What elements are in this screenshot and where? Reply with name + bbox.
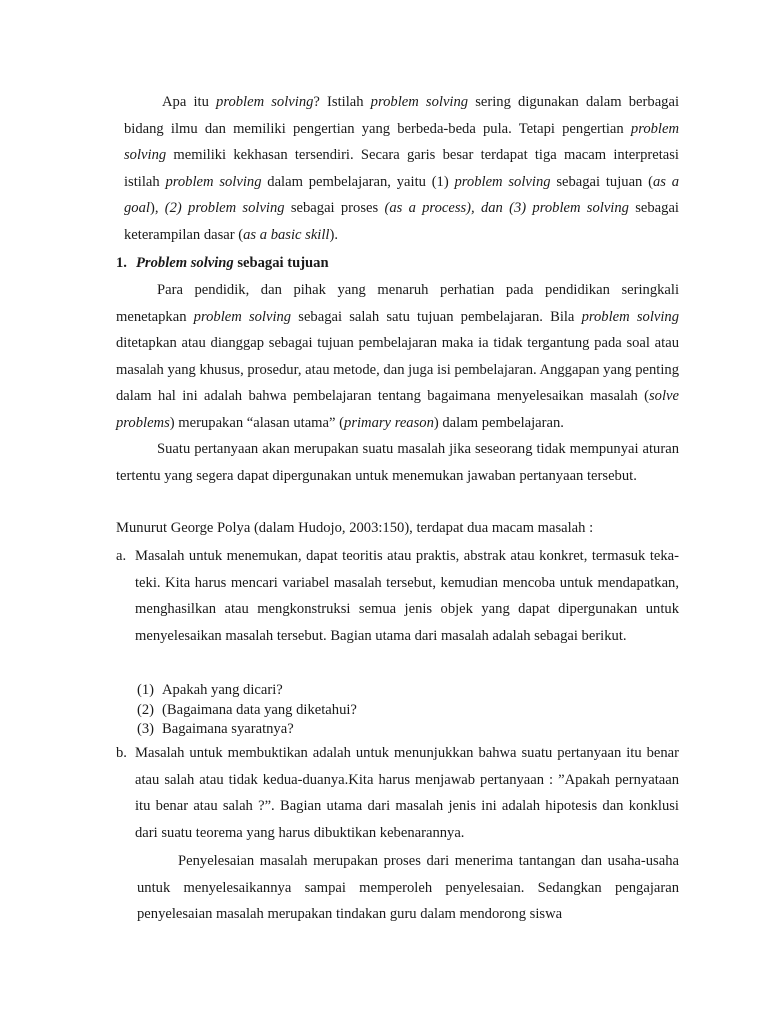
section-heading — [116, 253, 329, 273]
text-run: Penyelesaian masalah merupakan proses dari menerima tantangan dan usaha-usaha untuk menyelesaikannya sampai memperoleh penyelesaian. Sedangkan pengajaran penyelesaian masalah merupakan tindakan guru dalam mendorong siswa — [137, 853, 679, 923]
sub-item-text: (Bagaimana data yang diketahui? — [162, 701, 357, 718]
text-run: ) dalam pembelajaran. — [433, 414, 564, 431]
section-heading-italic: Problem solving — [136, 255, 234, 271]
italic-term: problem solving — [581, 308, 680, 325]
italic-term: problem solving — [454, 173, 551, 190]
sub-item-number: (2) — [137, 701, 155, 718]
italic-term: problem solving — [124, 120, 679, 164]
text-run: Masalah untuk membuktikan adalah untuk menunjukkan bahwa suatu pertanyaan itu benar atau salah atau tidak kedua-duanya.Kita harus menjawab pertanyaan : ”Apakah pernyataan itu benar atau salah ?”. Bagian utama dari masalah jenis ini adalah hipotesis dan konklusi dari suatu teorema yang harus dibuktikan kebenarannya. — [135, 745, 679, 841]
italic-term: problem solving — [165, 173, 262, 190]
sub-item-number: (3) — [137, 721, 155, 737]
text-run: sebagai tujuan ( — [550, 173, 653, 190]
italic-term: problem solving — [216, 94, 314, 110]
text-run: sebagai keterampilan dasar ( — [124, 200, 679, 243]
list-item-b — [116, 740, 679, 846]
italic-term: primary reason — [344, 414, 434, 431]
text-run: Munurut George Polya (dalam Hudojo, 2003:150), terdapat dua macam masalah : — [116, 520, 594, 536]
section-heading-rest: sebagai tujuan — [233, 255, 329, 271]
polya-intro-paragraph — [116, 515, 679, 542]
text-run: ) merupakan “alasan utama” ( — [169, 414, 345, 431]
italic-term: as a basic skill — [243, 226, 330, 243]
goal-paragraph — [116, 277, 679, 437]
list-item-a-text — [135, 543, 679, 649]
list-item-b-text — [135, 740, 679, 846]
sub-item — [137, 701, 677, 721]
sub-item — [137, 720, 677, 740]
problem-solving-teaching-paragraph — [137, 848, 679, 928]
text-run: memiliki kekhasan tersendiri. Secara garis besar terdapat tiga macam interpretasi istilah — [124, 147, 679, 190]
text-run: ? Istilah — [313, 94, 371, 110]
italic-term: solve problems — [116, 388, 679, 431]
text-run: Para pendidik, dan pihak yang menaruh perhatian pada pendidikan seringkali menetapkan — [116, 282, 679, 325]
italic-term: (as a process), dan (3) problem solving — [384, 200, 629, 217]
list-marker-a: a. — [116, 548, 127, 564]
text-run: sebagai salah satu tujuan pembelajaran. Bila — [291, 308, 582, 325]
sub-item-list — [137, 681, 677, 740]
text-run: sebagai proses — [284, 200, 385, 217]
intro-paragraph — [124, 89, 679, 249]
list-item-a — [116, 543, 679, 649]
sub-item-text: Bagaimana syaratnya? — [162, 721, 294, 737]
sub-item — [137, 681, 677, 701]
italic-term: problem solving — [193, 308, 292, 325]
problem-definition-paragraph — [116, 436, 679, 489]
section-number: 1. — [116, 255, 127, 271]
text-run: Masalah untuk menemukan, dapat teoritis atau praktis, abstrak atau konkret, termasuk teka-teki. Kita harus mencari variabel masalah tersebut, kemudian mencoba untuk mendapatkan, menghasilkan atau mengkonstruksi semua jenis objek yang dapat dipergunakan untuk menyelesaikan masalah tersebut. Bagian utama dari masalah adalah sebagai berikut. — [135, 548, 679, 644]
italic-term: problem solving — [370, 94, 469, 110]
italic-term: as a goal — [124, 173, 680, 217]
text-run: ), — [149, 200, 165, 217]
sub-item-text: Apakah yang dicari? — [162, 682, 283, 698]
list-marker-b: b. — [116, 745, 127, 761]
text-run: dalam pembelajaran, yaitu (1) — [261, 173, 455, 190]
text-run: sering digunakan dalam berbagai bidang ilmu dan memiliki pengertian yang berbeda-beda pula. Tetapi pengertian — [124, 94, 679, 137]
text-run: Suatu pertanyaan akan merupakan suatu masalah jika seseorang tidak mempunyai aturan tertentu yang segera dapat dipergunakan untuk menemukan jawaban pertanyaan tersebut. — [116, 441, 679, 484]
text-run: ditetapkan atau dianggap sebagai tujuan pembelajaran maka ia tidak tergantung pada soal atau masalah yang khusus, prosedur, atau metode, dan juga isi pembelajaran. Anggapan yang penting dalam hal ini adalah bahwa pembelajaran tentang bagaimana menyelesaikan masalah ( — [116, 335, 679, 405]
text-run: ). — [329, 226, 338, 243]
sub-item-number: (1) — [137, 682, 155, 698]
italic-term: (2) problem solving — [164, 200, 285, 217]
text-run: Apa itu — [162, 94, 217, 110]
